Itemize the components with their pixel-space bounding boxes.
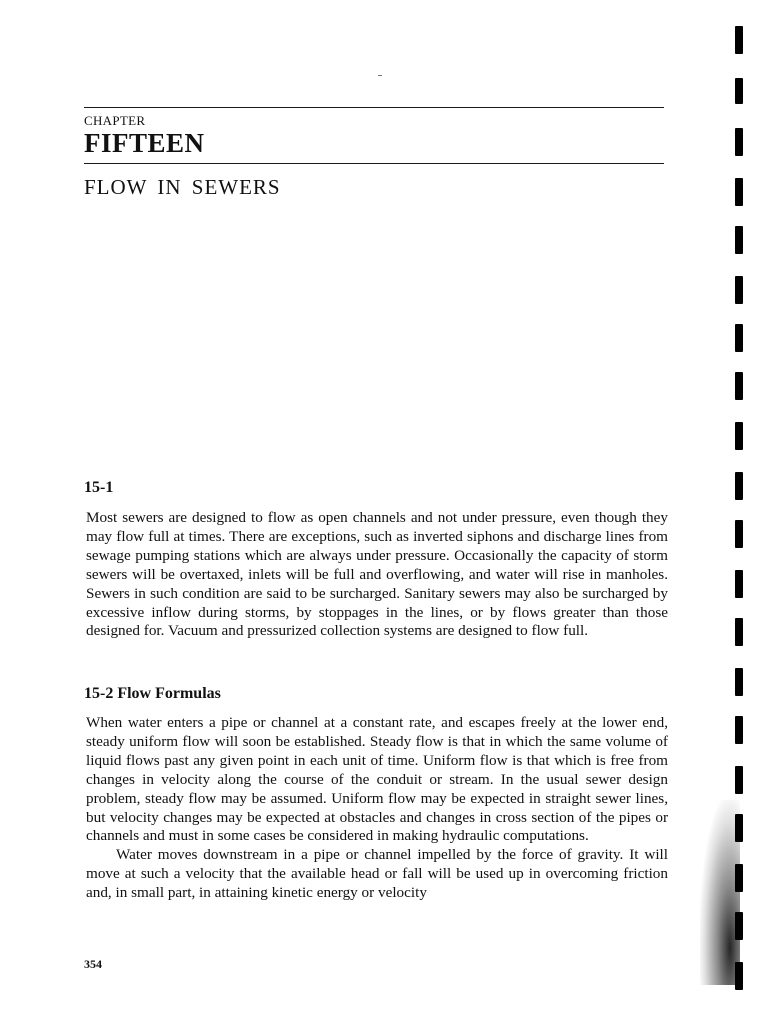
- scan-speck: [378, 75, 382, 76]
- binding-hole: [735, 864, 743, 892]
- binding-hole: [735, 570, 743, 598]
- binding-hole: [735, 226, 743, 254]
- section-heading-15-1: 15-1: [84, 479, 114, 496]
- page-number: 354: [84, 957, 102, 971]
- chapter-title: FLOW IN SEWERS: [84, 175, 281, 199]
- binding-hole: [735, 372, 743, 400]
- chapter-label: CHAPTER: [84, 113, 146, 128]
- binding-hole: [735, 26, 743, 54]
- binding-hole: [735, 128, 743, 156]
- paragraph: Water moves downstream in a pipe or channel impelled by the force of gravity. It will move at such a velocity that the available head or fall will be used up in overcoming friction and, in small part, in attaining kinetic energy or velocity: [86, 846, 668, 902]
- binding-hole: [735, 962, 743, 990]
- binding-hole: [735, 766, 743, 794]
- paragraph: When water enters a pipe or channel at a constant rate, and escapes freely at the lower end, steady uniform flow will soon be established. Steady flow is that in which the same volume of liquid flows past any given point in each unit of time. Uniform flow is that which is free from changes in velocity along the course of the conduit or stream. In the usual sewer design problem, steady flow may be assumed. Uniform flow may be expected in straight sewer lines, but velocity changes may be expected at obstacles and changes in cross section of the pipes or channels and must in some cases be considered in making hydraulic computations.: [86, 714, 668, 845]
- binding-hole: [735, 520, 743, 548]
- binding-hole: [735, 912, 743, 940]
- chapter-number: FIFTEEN: [84, 128, 205, 158]
- title-rule: [84, 163, 664, 164]
- section-heading-15-2: 15-2 Flow Formulas: [84, 685, 221, 702]
- binding-hole: [735, 276, 743, 304]
- section-15-2-body: [86, 714, 668, 903]
- binding-hole: [735, 472, 743, 500]
- binding-hole: [735, 422, 743, 450]
- scan-smudge: [700, 800, 740, 985]
- top-rule: [84, 107, 664, 108]
- binding-hole: [735, 324, 743, 352]
- binding-hole: [735, 618, 743, 646]
- binding-hole: [735, 78, 743, 104]
- binding-hole: [735, 814, 743, 842]
- section-15-1-body: [86, 509, 668, 641]
- binding-hole: [735, 716, 743, 744]
- binding-hole: [735, 178, 743, 206]
- paragraph: Most sewers are designed to flow as open channels and not under pressure, even though they may flow full at times. There are exceptions, such as inverted siphons and discharge lines from sewage pumping stations which are always under pressure. Occasionally the capacity of storm sewers will be overtaxed, inlets will be full and overflowing, and water will rise in manholes. Sewers in such condition are said to be surcharged. Sanitary sewers may also be surcharged by excessive inflow during storms, by stoppages in the lines, or by flows greater than those designed for. Vacuum and pressurized collection systems are designed to flow full.: [86, 509, 668, 640]
- binding-hole: [735, 668, 743, 696]
